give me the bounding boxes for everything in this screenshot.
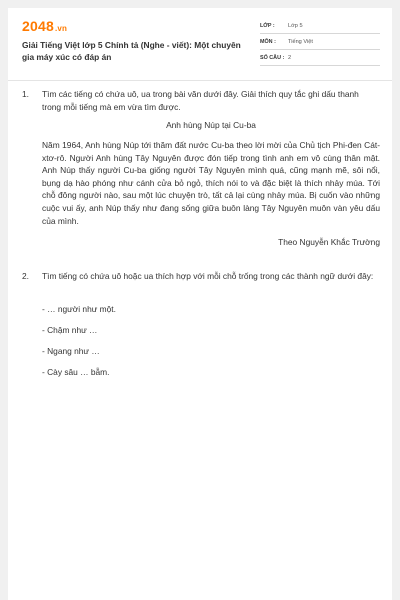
idiom-list (42, 303, 342, 387)
document-header (8, 8, 392, 76)
list-item: - … người như một. (42, 304, 116, 314)
meta-value: Lớp 5 (288, 22, 303, 29)
list-item: - Ngang như … (42, 346, 100, 356)
meta-table (260, 18, 380, 66)
meta-value: Tiếng Việt (288, 38, 313, 45)
question-number: 1. (22, 89, 29, 99)
meta-key: SỐ CÂU : (260, 54, 285, 61)
meta-row-question-count (260, 50, 380, 66)
question-1 (22, 88, 380, 113)
list-item: - Chậm như … (42, 325, 98, 335)
question-prompt: Tìm các tiếng có chứa uô, ua trong bài văn dưới đây. Giải thích quy tắc ghi dấu thanh trong mỗi tiếng mà em vừa tìm được. (42, 89, 359, 112)
meta-key: LỚP : (260, 22, 275, 29)
logo-name: 2048 (22, 18, 54, 34)
meta-row-grade (260, 18, 380, 34)
site-logo[interactable] (22, 18, 67, 34)
logo-tld: .vn (54, 24, 68, 33)
meta-value: 2 (288, 54, 292, 61)
list-item: - Cày sâu … bẫm. (42, 367, 110, 377)
question-prompt: Tìm tiếng có chứa uô hoặc ua thích hợp với mỗi chỗ trống trong các thành ngữ dưới đây: (42, 271, 374, 281)
document-title: Giải Tiếng Việt lớp 5 Chính tả (Nghe - viết): Một chuyên gia máy xúc có đáp án (22, 40, 241, 62)
document-page (8, 8, 392, 600)
passage-text: Năm 1964, Anh hùng Núp tới thăm đất nước Cu-ba theo lời mời của Chủ tịch Phi-đen Cát-xtơ-rô. Người Anh hùng Tây Nguyên được đón tiếp trong tình anh em vô cùng thân mật. Anh Núp thấy người Cu-ba giống người Tây Nguyên mình quá, cũng mạnh mẽ, sôi nổi, bụng dạ hào phóng như cánh cửa bỏ ngỏ, thích nói to và đặc biệt là thích nhảy múa. Tới chỗ đông người nào, sau một lúc chuyện trò, tất cả lại cùng nhảy múa. Bị cuốn vào những cuộc vui ấy, anh Núp thấy như đang sống giữa buôn làng Tây Nguyên muôn vàn yêu dấu của mình. (42, 140, 380, 226)
question-2 (22, 270, 380, 283)
meta-key: MÔN : (260, 38, 276, 45)
question-number: 2. (22, 271, 29, 281)
meta-row-subject (260, 34, 380, 50)
passage-title: Anh hùng Núp tại Cu-ba (166, 120, 256, 130)
passage-author: Theo Nguyễn Khắc Trường (278, 237, 380, 247)
header-divider (8, 80, 392, 81)
